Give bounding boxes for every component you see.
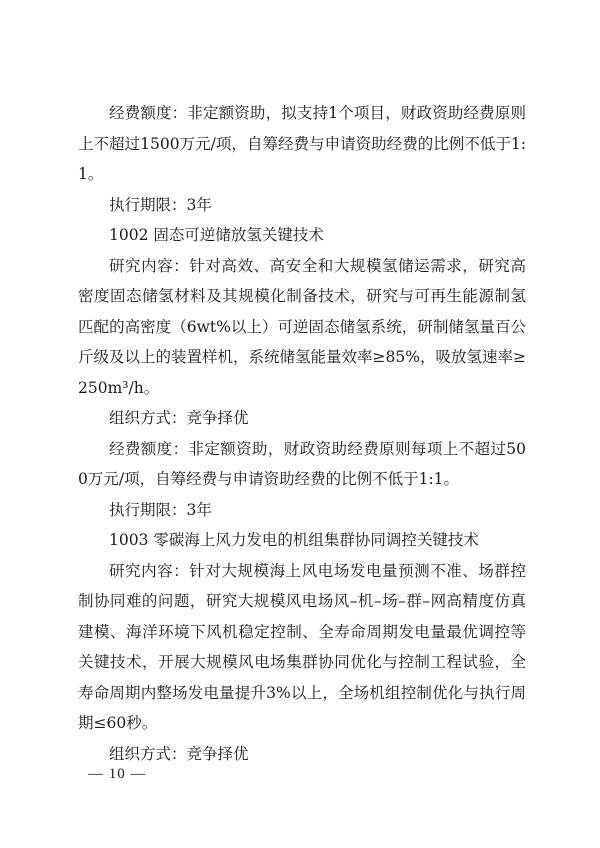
document-body [78,98,526,769]
organization-1003: 组织方式：竞争择优 [109,744,249,763]
duration-paragraph-1: 执行期限：3年 [109,195,212,214]
research-content-1003: 研究内容：针对大规模海上风电场发电量预测不准、场群控制协同难的问题，研究大规模风电场风–机–场–群–网高精度仿真建模、海洋环境下风机稳定控制、全寿命周期发电量最优调控等关键技术，开展大规模风电场集群协同优化与控制工程试验，全寿命周期内整场发电量提升3%以上，全场机组控制优化与执行周期≤60秒。 [78,561,526,732]
funding-paragraph-1: 经费额度：非定额资助，拟支持1个项目，财政资助经费原则上不超过1500万元/项，自筹经费与申请资助经费的比例不低于1:1。 [78,104,526,183]
page-number: — 10 — [88,766,147,782]
project-title-1003: 1003 零碳海上风力发电的机组集群协同调控关键技术 [109,531,479,549]
research-content-1002: 研究内容：针对高效、高安全和大规模氢储运需求，研究高密度固态储氢材料及其规模化制备技术，研究与可再生能源制氢匹配的高密度（6wt%以上）可逆固态储氢系统，研制储氢量百公斤级及以上的装置样机，系统储氢能量效率≥85%，吸放氢速率≥250m³/h。 [78,256,526,397]
duration-1002: 执行期限：3年 [109,500,212,519]
funding-1002: 经费额度：非定额资助，财政资助经费原则每项上不超过500万元/项，自筹经费与申请资助经费的比例不低于1:1。 [78,439,526,488]
organization-1002: 组织方式：竞争择优 [109,409,249,427]
project-title-1002: 1002 固态可逆储放氢关键技术 [109,226,324,244]
